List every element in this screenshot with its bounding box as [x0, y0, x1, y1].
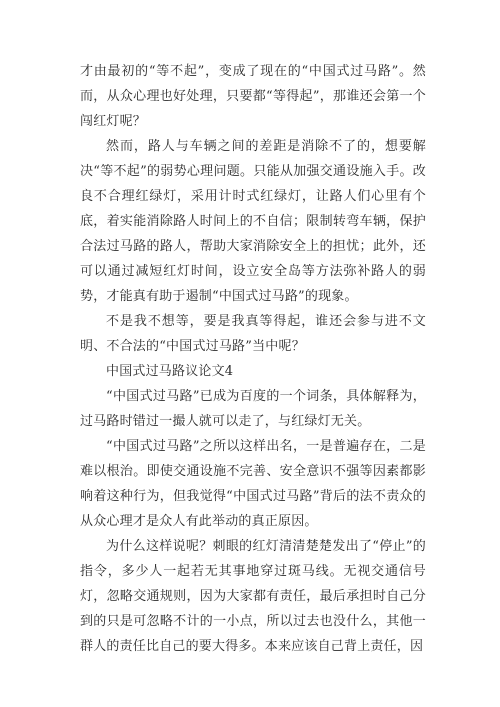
paragraph: 然而，路人与车辆之间的差距是消除不了的，想要解决“等不起”的弱势心理问题。只能从加强交通设施入手。改良不合理红绿灯，采用计时式红绿灯，让路人们心里有个底，着实能消除路人时间上的不自信；限制转弯车辆，保护合法过马路的路人，帮助大家消除安全上的担忧；此外，还可以通过减短红灯时间，设立安全岛等方法弥补路人的弱势，才能真有助于遏制“中国式过马路”的现象。 [80, 139, 426, 304]
paragraph: 不是我不想等，要是我真等得起，谁还会参与进不文明、不合法的“中国式过马路”当中呢？ [80, 314, 426, 354]
paragraph: 为什么这样说呢？刺眼的红灯清清楚楚发出了“停止”的指令，多少人一起若无其事地穿过斑马线。无视交通信号灯，忽略交通规则，因为大家都有责任，最后承担时自己分到的只是可忽略不计的一小点，所以过去也没什么，其他一群人的责任比自己的要大得多。本来应该自己背上责任，因 [80, 539, 426, 654]
paragraph: “中国式过马路”之所以这样出名，一是普遍存在，二是难以根治。即使交通设施不完善、安全意识不强等因素都影响着这种行为，但我觉得“中国式过马路”背后的法不责众的从众心理才是众人有此举动的真正原因。 [80, 439, 426, 529]
paragraph: “中国式过马路”已成为百度的一个词条，具体解释为，过马路时错过一撮人就可以走了，与红绿灯无关。 [80, 389, 426, 429]
document-body [80, 59, 426, 659]
paragraph: 才由最初的“等不起”，变成了现在的“中国式过马路”。然而，从众心理也好处理，只要都“等得起”，那谁还会第一个闯红灯呢？ [80, 64, 426, 129]
section-heading: 中国式过马路议论文4 [106, 364, 234, 379]
